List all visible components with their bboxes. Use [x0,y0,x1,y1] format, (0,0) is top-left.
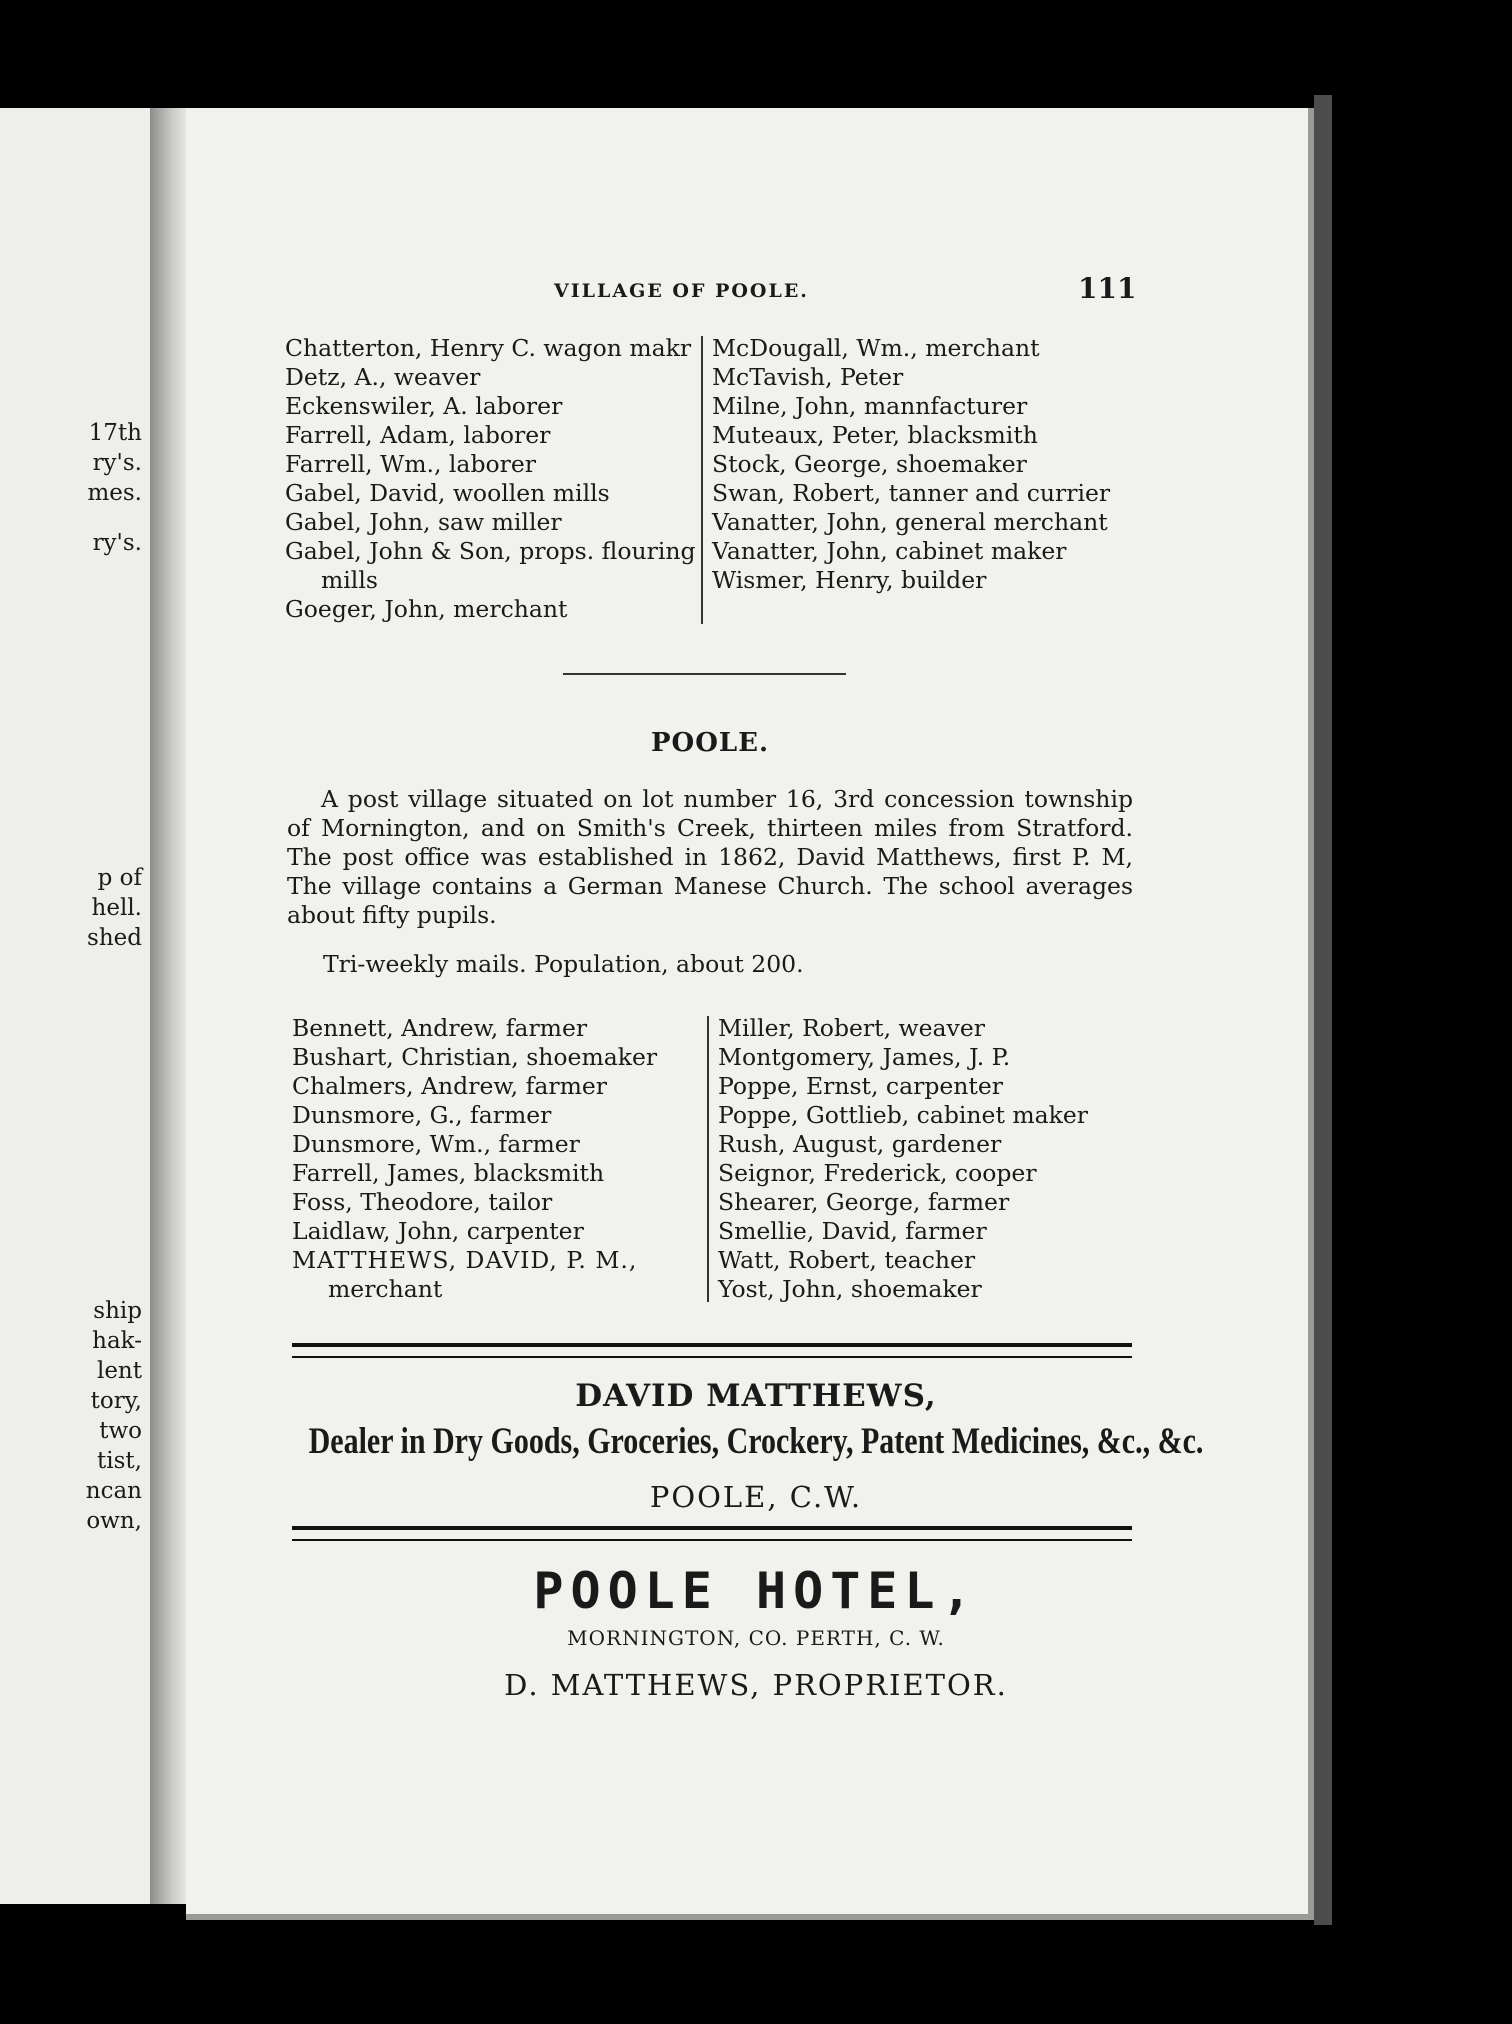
list-item: Laidlaw, John, carpenter [292,1217,584,1245]
list-item: MATTHEWS, DAVID, P. M., [292,1246,638,1274]
list-item: Stock, George, shoemaker [712,450,1027,478]
list-item: Detz, A., weaver [285,363,481,391]
list-item: Farrell, James, blacksmith [292,1159,605,1187]
hotel-address: MORNINGTON, CO. PERTH, C. W. [567,1626,945,1650]
facing-fragment: tory, [90,1388,142,1414]
page-number: 111 [1078,272,1137,305]
list-item: Milne, John, mannfacturer [712,392,1028,420]
facing-fragment: two [99,1418,142,1444]
list-item: Gabel, John & Son, props. flouring [285,537,696,565]
facing-fragment: ry's. [92,450,142,476]
list-item: Watt, Robert, teacher [718,1246,976,1274]
facing-fragment: tist, [97,1448,142,1474]
list-item: Farrell, Wm., laborer [285,450,537,478]
list-item: Bushart, Christian, shoemaker [292,1043,658,1071]
list-item: McTavish, Peter [712,363,904,391]
list-item-continuation: mills [321,566,378,594]
advertisement-rule [292,1343,1132,1358]
list-item: Rush, August, gardener [718,1130,1002,1158]
list-item: Eckenswiler, A. laborer [285,392,563,420]
list-item: Foss, Theodore, tailor [292,1188,553,1216]
list-item: Swan, Robert, tanner and currier [712,479,1111,507]
advertisement-description: Dealer in Dry Goods, Groceries, Crockery, Patent Medicines, &c., &c. [308,1421,1204,1462]
list-item: Shearer, George, farmer [718,1188,1010,1216]
advertisement-place: POOLE, C.W. [649,1480,863,1514]
column-divider [701,336,703,624]
list-item: Montgomery, James, J. P. [718,1043,1011,1071]
list-item: Poppe, Ernst, carpenter [718,1072,1003,1100]
facing-fragment: own, [86,1508,142,1534]
list-item: Vanatter, John, general merchant [712,508,1108,536]
directory-list-right [712,334,1110,595]
facing-fragment: hell. [91,895,142,921]
list-item: McDougall, Wm., merchant [712,334,1040,362]
list-item: Farrell, Adam, laborer [285,421,551,449]
list-item: Smellie, David, farmer [718,1217,987,1245]
list-item: Gabel, John, saw miller [285,508,562,536]
facing-fragment: ship [93,1298,142,1324]
section-paragraph: A post village situated on lot number 16, 3rd concession township of Mornington, and on Smith's Creek, thirteen miles from Stratford. The post office was established in 1862, David Matthews, first P. M, The village contains a German Manese Church. The school averages about fifty pupils. [287,785,1133,929]
list-item: Vanatter, John, cabinet maker [712,537,1067,565]
hotel-proprietor: D. MATTHEWS, PROPRIETOR. [504,1668,1008,1702]
list-item: Muteaux, Peter, blacksmith [712,421,1038,449]
facing-fragment: ry's. [92,530,142,556]
hotel-name: POOLE HOTEL, [533,1562,979,1620]
facing-fragment: hak- [92,1328,142,1354]
directory-list-left [285,334,696,624]
directory-list-right [718,1014,1088,1304]
facing-fragment: mes. [87,480,142,506]
advertisement-name: DAVID MATTHEWS, [575,1378,937,1414]
running-head: VILLAGE OF POOLE. [554,280,809,302]
list-item: Goeger, John, merchant [285,595,568,623]
list-item: Wismer, Henry, builder [712,566,987,594]
list-item: Seignor, Frederick, cooper [718,1159,1037,1187]
section-rule [563,673,846,675]
list-item: Yost, John, shoemaker [718,1275,982,1303]
list-item: Poppe, Gottlieb, cabinet maker [718,1101,1089,1129]
facing-fragment: ncan [85,1478,142,1504]
list-item: Chalmers, Andrew, farmer [292,1072,607,1100]
list-item: Chatterton, Henry C. wagon makr [285,334,692,362]
list-item: Dunsmore, Wm., farmer [292,1130,580,1158]
list-item: Dunsmore, G., farmer [292,1101,552,1129]
facing-fragment: lent [96,1358,142,1384]
section-title: POOLE. [651,728,769,758]
scan-border [1314,95,1332,1925]
advertisement-rule [292,1526,1132,1541]
directory-list-left [292,1014,657,1304]
list-item-continuation: merchant [328,1275,443,1303]
list-item: Bennett, Andrew, farmer [292,1014,588,1042]
section-mails-line: Tri-weekly mails. Population, about 200. [323,950,804,978]
facing-fragment: shed [87,925,142,951]
column-divider [707,1016,709,1302]
facing-fragment: p of [97,865,142,891]
list-item: Gabel, David, woollen mills [285,479,610,507]
facing-fragment: 17th [88,420,142,446]
list-item: Miller, Robert, weaver [718,1014,985,1042]
